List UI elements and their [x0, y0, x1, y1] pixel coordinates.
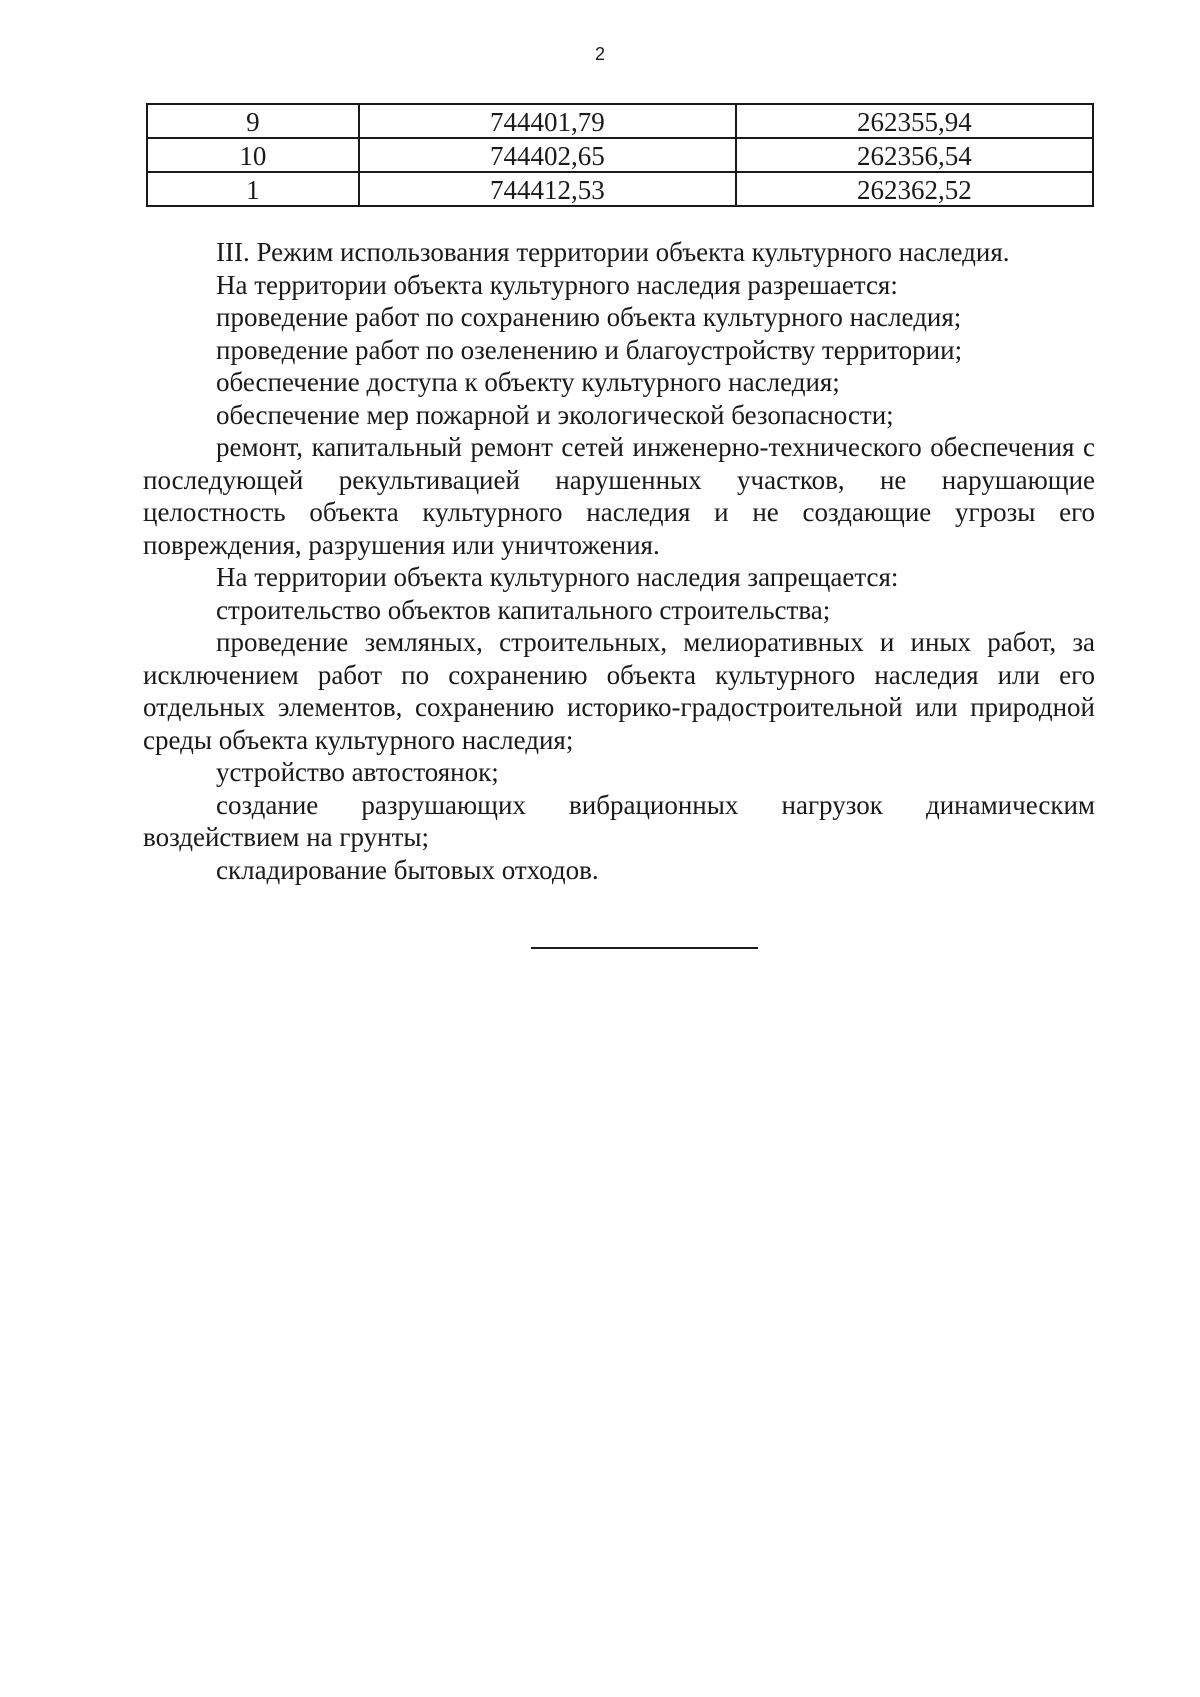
y-coordinate-cell: 262362,52 [736, 172, 1093, 206]
y-coordinate-cell: 262355,94 [736, 104, 1093, 138]
table-row [147, 172, 1093, 206]
allowed-item: проведение работ по озеленению и благоустройству территории; [216, 334, 963, 365]
end-divider [531, 947, 758, 949]
section-heading: III. Режим использования территории объекта культурного наследия. [216, 237, 1010, 267]
allowed-item: проведение работ по сохранению объекта культурного наследия; [216, 302, 962, 332]
y-coordinate-cell: 262356,54 [736, 138, 1093, 172]
allowed-intro: На территории объекта культурного наследия разрешается: [216, 269, 898, 300]
prohibited-item: устройство автостоянок; [216, 757, 499, 787]
coordinates-table [146, 103, 1094, 207]
table-row [147, 138, 1093, 172]
allowed-item: обеспечение мер пожарной и экологической безопасности; [216, 399, 894, 430]
prohibited-intro: На территории объекта культурного наследия запрещается: [216, 562, 899, 592]
allowed-item: обеспечение доступа к объекту культурного наследия; [216, 367, 840, 397]
page-number: 2 [594, 44, 605, 64]
point-number-cell: 1 [147, 172, 359, 206]
regime-section [143, 236, 1095, 886]
prohibited-item: проведение земляных, строительных, мелиоративных и иных работ, за исключением работ по сохранению объекта культурного наследия или его отдельных элементов, сохранению историко-градостроительной или природной среды объекта культурного наследия; [143, 627, 1095, 755]
point-number-cell: 9 [147, 104, 359, 138]
prohibited-item: складирование бытовых отходов. [216, 854, 599, 885]
x-coordinate-cell: 744401,79 [359, 104, 736, 138]
point-number-cell: 10 [147, 138, 359, 172]
prohibited-item: строительство объектов капитального строительства; [216, 594, 831, 625]
allowed-item: ремонт, капитальный ремонт сетей инженерно-технического обеспечения с последующей рекультивацией нарушенных участков, не нарушающие целостность объекта культурного наследия и не создающие угрозы его повреждения, разрушения или уничтожения. [143, 432, 1095, 560]
table-row [147, 104, 1093, 138]
prohibited-item: создание разрушающих вибрационных нагрузок динамическим воздействием на грунты; [143, 789, 1095, 852]
x-coordinate-cell: 744412,53 [359, 172, 736, 206]
x-coordinate-cell: 744402,65 [359, 138, 736, 172]
